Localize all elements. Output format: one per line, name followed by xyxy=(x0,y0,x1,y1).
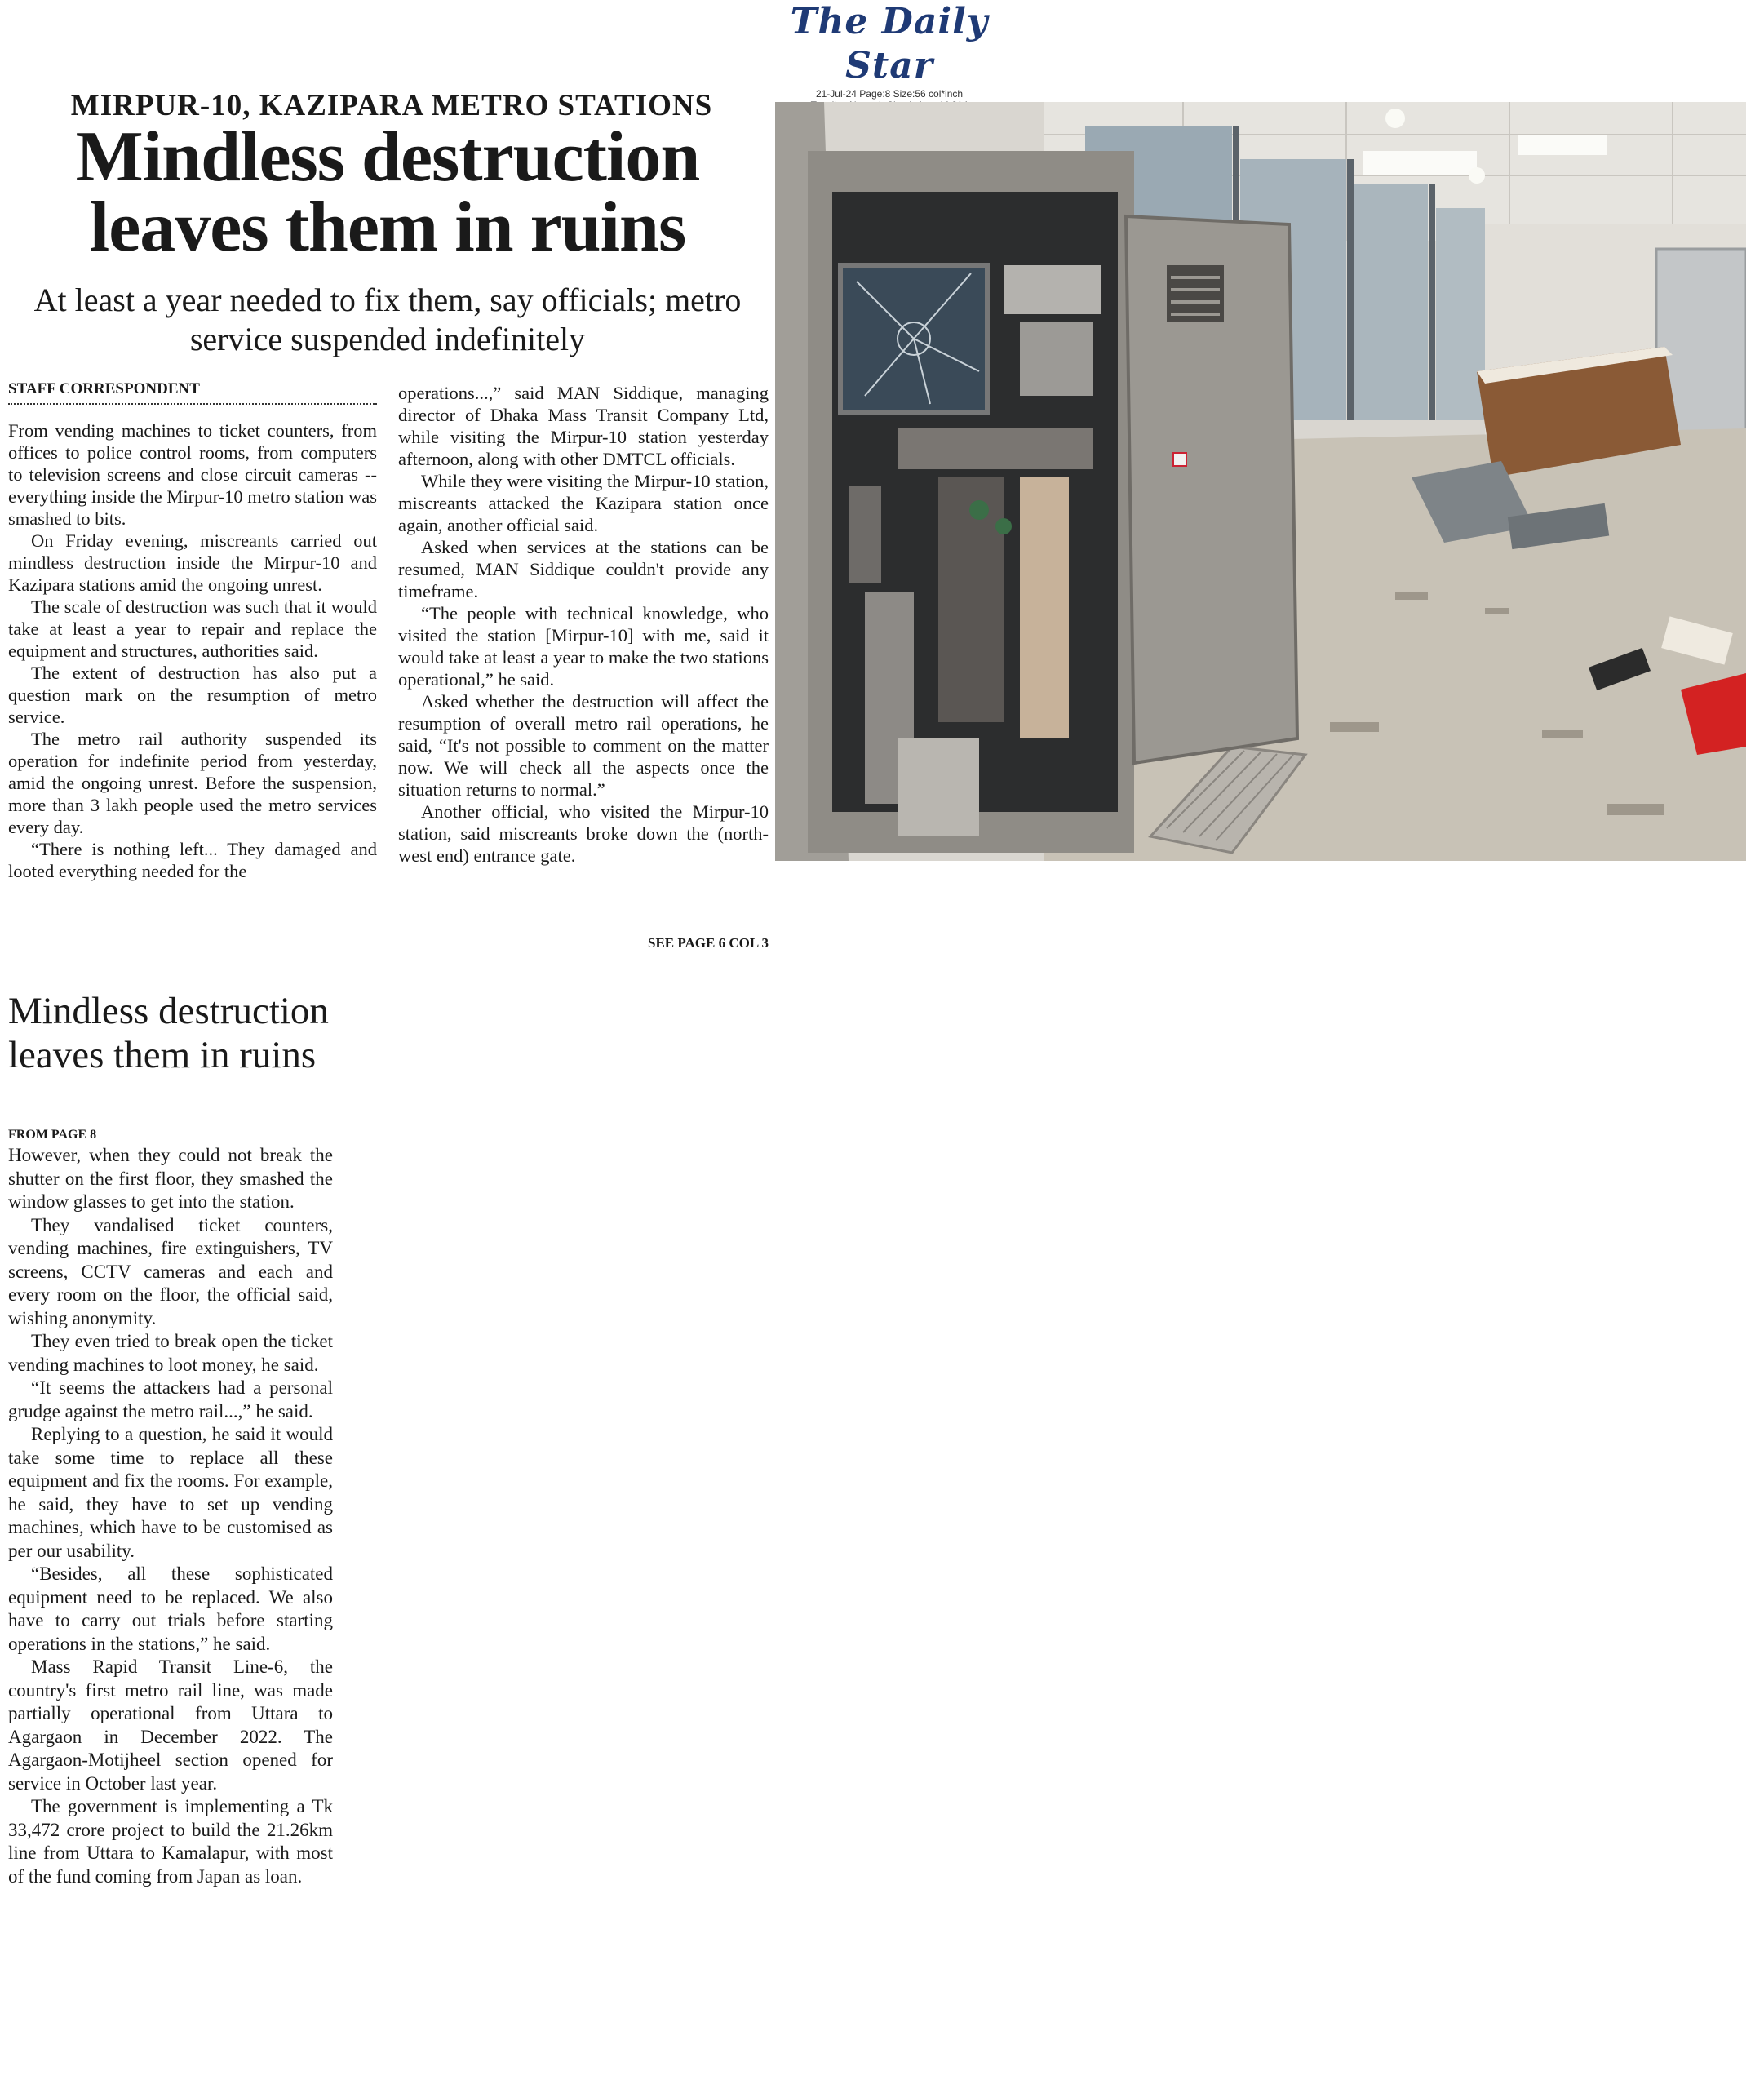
paragraph: The extent of destruction has also put a question mark on the resumption of metro service. xyxy=(8,663,377,727)
continuation-headline: Mindless destruction leaves them in ruins xyxy=(8,990,329,1076)
paragraph: Replying to a question, he said it would take some time to replace all these equipment and fix the rooms. For example, he said, they have to set up vending machines, which have to be customised as per our usability. xyxy=(8,1424,333,1561)
paragraph: “The people with technical knowledge, who visited the station [Mirpur-10] with me, said it would take at least a year to make the two stations operational,” he said. xyxy=(398,603,769,690)
paragraph: Asked whether the destruction will affect the resumption of overall metro rail operations, he said, “It's not possible to comment on the matter now. We will check all the aspects once the situation returns to normal.” xyxy=(398,691,769,800)
article-column-2 xyxy=(398,382,769,867)
deck: At least a year needed to fix them, say officials; metro service suspended indefinitely xyxy=(33,282,742,357)
paragraph: The scale of destruction was such that it would take at least a year to repair and replace the equipment and structures, authorities said. xyxy=(8,597,377,661)
paragraph: The metro rail authority suspended its operation for indefinite period from yesterday, amid the ongoing unrest. Before the suspension, more than 3 lakh people used the metro services every day. xyxy=(8,729,377,837)
paragraph: “Besides, all these sophisticated equipment need to be replaced. We also have to carry out trials before starting operations in the stations,” he said. xyxy=(8,1563,333,1654)
paragraph: However, when they could not break the shutter on the first floor, they smashed the window glasses to get into the station. xyxy=(8,1145,333,1212)
paragraph: From vending machines to ticket counters, from offices to police control rooms, from computers to television screens and close circuit cameras -- everything inside the Mirpur-10 metro station was smashed to bits. xyxy=(8,420,377,529)
article-column-1 xyxy=(8,419,377,882)
paragraph: They even tried to break open the ticket vending machines to loot money, he said. xyxy=(8,1331,333,1375)
paragraph: They vandalised ticket counters, vending machines, fire extinguishers, TV screens, CCTV cameras and each and every room on the floor, the official said, wishing anonymity. xyxy=(8,1214,333,1328)
paragraph: On Friday evening, miscreants carried out mindless destruction inside the Mirpur-10 and Kazipara stations amid the ongoing unrest. xyxy=(8,530,377,595)
continuation-column xyxy=(8,1144,333,1888)
paragraph: The government is implementing a Tk 33,472 crore project to build the 21.26km line from Uttara to Kamalapur, with most of the fund coming from Japan as loan. xyxy=(8,1796,333,1887)
paragraph: Asked when services at the stations can be resumed, MAN Siddique couldn't provide any timeframe. xyxy=(398,537,769,601)
clipping-meta-date: 21-Jul-24 Page:8 Size:56 col*inch xyxy=(815,88,964,100)
continuation-source: FROM PAGE 8 xyxy=(8,1128,97,1142)
paragraph: While they were visiting the Mirpur-10 station, miscreants attacked the Kazipara station once again, another official said. xyxy=(398,471,769,535)
headline: Mindless destruction leaves them in ruins xyxy=(75,118,700,267)
paragraph: Another official, who visited the Mirpur-10 station, said miscreants broke down the (north-west end) entrance gate. xyxy=(398,801,769,866)
paragraph: Mass Rapid Transit Line-6, the country's first metro rail line, was made partially operational from Uttara to Agargaon in December 2022. The Agargaon-Motijheel section opened for service in October last year. xyxy=(8,1657,333,1794)
paragraph: operations...,” said MAN Siddique, managing director of Dhaka Mass Transit Company Ltd, while visiting the Mirpur-10 station yesterday afternoon, along with other DMTCL officials. xyxy=(398,383,769,469)
masthead xyxy=(767,0,1012,100)
jump-line: SEE PAGE 6 COL 3 xyxy=(648,935,769,951)
paragraph: “It seems the attackers had a personal grudge against the metro rail...,” he said. xyxy=(8,1377,333,1421)
kicker: MIRPUR-10, KAZIPARA METRO STATIONS xyxy=(70,89,713,122)
paragraph: “There is nothing left... They damaged and looted everything needed for the xyxy=(8,839,377,881)
destroyed-station-photo xyxy=(775,102,1746,861)
newspaper-logo: The Daily Star xyxy=(790,1,989,86)
byline: STAFF CORRESPONDENT xyxy=(8,380,377,405)
